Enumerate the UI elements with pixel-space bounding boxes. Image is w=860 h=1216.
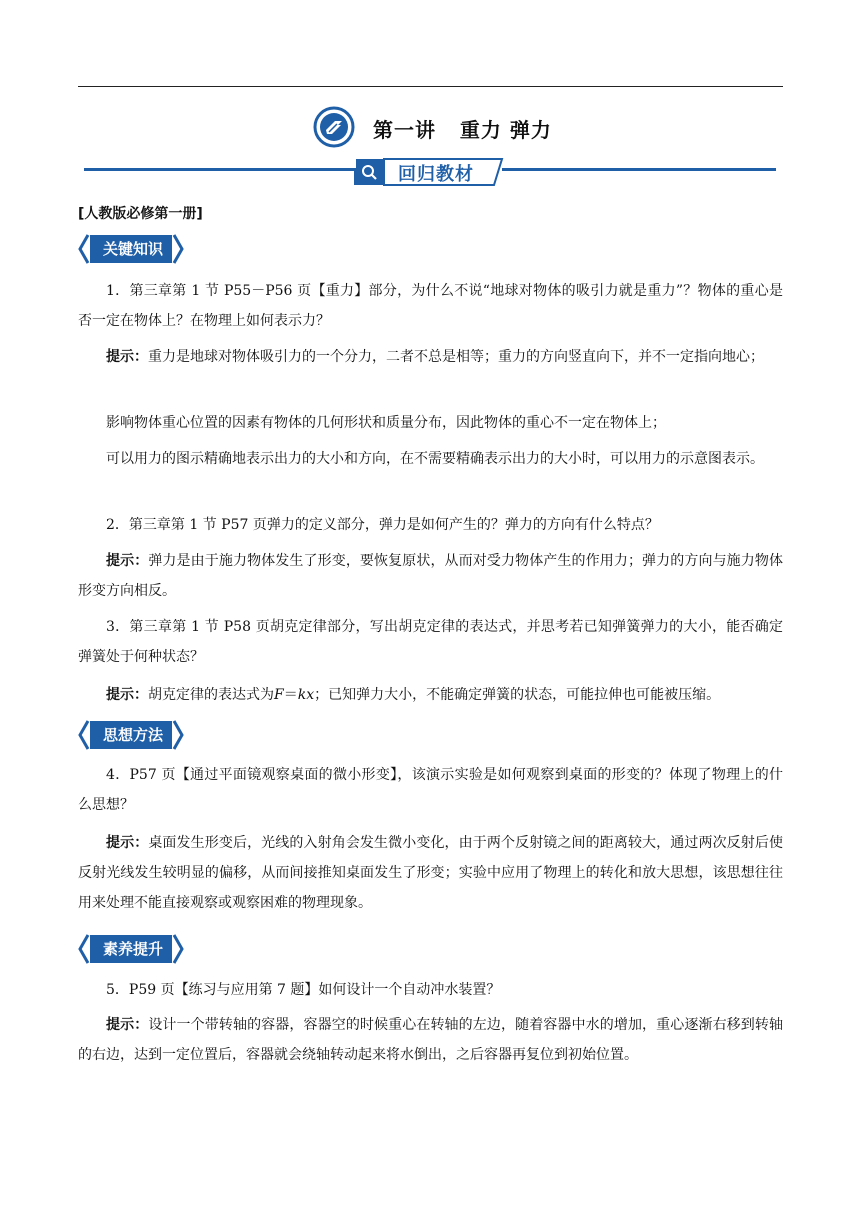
answer-3: [78, 680, 783, 710]
question-5: 5．P59 页【练习与应用第 7 题】如何设计一个自动冲水装置？: [106, 982, 501, 998]
section-label: 关键知识: [102, 240, 163, 258]
top-divider: [78, 86, 783, 87]
answer-4-text: 桌面发生形变后，光线的入射角会发生微小变化，由于两个反射镜之间的距离较大，通过两次反射后使反射光线发生较明显的偏移，从而间接推知桌面发生了形变；实验中应用了物理上的转化和放大思想，该思想往往用来处理不能直接观察或观察困难的物理现象。: [78, 835, 784, 911]
tip-label: 提示：: [106, 1017, 149, 1033]
section-tag-literacy: [76, 932, 188, 966]
answer-1-b: 影响物体重心位置的因素有物体的几何形状和质量分布，因此物体的重心不一定在物体上；: [106, 415, 666, 431]
question-2: 2．第三章第 1 节 P57 页弹力的定义部分，弹力是如何产生的？弹力的方向有什么特点？: [106, 517, 659, 533]
question-3: 3．第三章第 1 节 P58 页胡克定律部分，写出胡克定律的表达式，并思考若已知弹簧弹力的大小，能否确定弹簧处于何种状态？: [78, 619, 783, 665]
tip-label: 提示：: [106, 553, 149, 569]
page-title: 第一讲 重力 弹力: [373, 118, 552, 142]
tip-label: 提示：: [106, 349, 148, 365]
answer-1-text: 重力是地球对物体吸引力的一个分力，二者不总是相等；重力的方向竖直向下，并不一定指向地心；: [148, 349, 764, 365]
banner-label: 回归教材: [398, 164, 474, 185]
formula-F: F: [274, 687, 284, 703]
edition-label: [人教版必修第一册]: [78, 206, 203, 222]
section-label: 素养提升: [102, 940, 163, 958]
section-tag-key-knowledge: [76, 232, 188, 266]
answer-3-pre: 胡克定律的表达式为: [148, 687, 274, 703]
title-row: [0, 106, 860, 150]
answer-1: [78, 342, 783, 372]
answer-4: [78, 828, 783, 918]
formula-kx: kx: [297, 687, 315, 703]
tip-label: 提示：: [106, 835, 149, 851]
formula-eq: ＝: [283, 687, 298, 703]
section-tag-thinking-methods: [76, 718, 188, 752]
answer-5-text: 设计一个带转轴的容器，容器空的时候重心在转轴的左边，随着容器中水的增加，重心逐渐右移到转轴的右边，达到一定位置后，容器就会绕轴转动起来将水倒出，之后容器再复位到初始位置。: [78, 1017, 784, 1063]
answer-1-c: 可以用力的图示精确地表示出力的大小和方向，在不需要精确表示出力的大小时，可以用力的示意图表示。: [106, 451, 764, 467]
answer-3-post: ；已知弹力大小，不能确定弹簧的状态，可能拉伸也可能被压缩。: [314, 687, 721, 703]
tip-label: 提示：: [106, 687, 148, 703]
answer-5: [78, 1010, 783, 1070]
answer-2: [78, 546, 783, 606]
section-label: 思想方法: [102, 726, 163, 744]
question-4: 4．P57 页【通过平面镜观察桌面的微小形变】，该演示实验是如何观察到桌面的形变的？体现了物理上的什么思想？: [78, 767, 783, 813]
answer-2-text: 弹力是由于施力物体发生了形变，要恢复原状，从而对受力物体产生的作用力；弹力的方向与施力物体形变方向相反。: [78, 553, 784, 599]
chapter-logo-icon: [313, 106, 355, 148]
question-1: 1．第三章第 1 节 P55－P56 页【重力】部分，为什么不说“地球对物体的吸引力就是重力”？物体的重心是否一定在物体上？在物理上如何表示力？: [78, 283, 783, 329]
